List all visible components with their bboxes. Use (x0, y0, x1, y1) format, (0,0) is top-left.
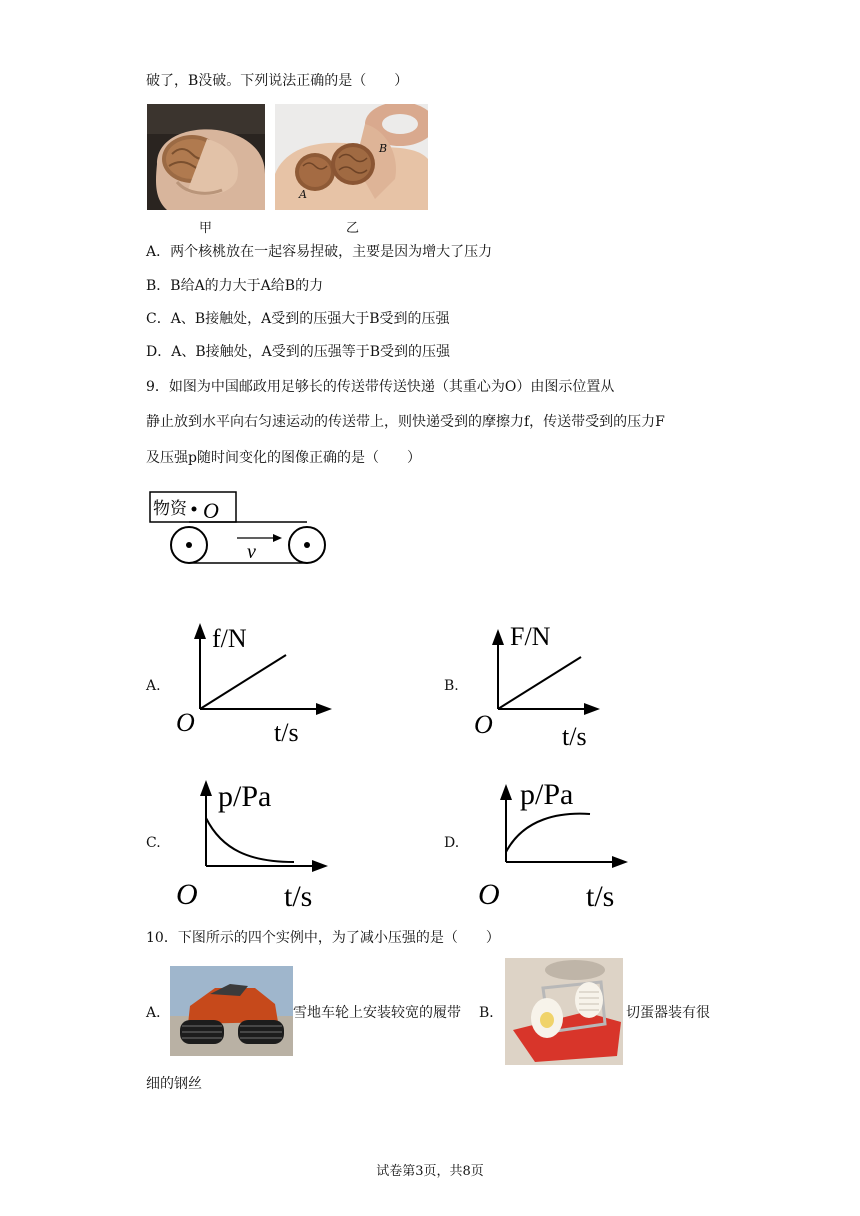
graph-c-y-arrow (200, 780, 212, 796)
graph-d-option-label: D. (444, 835, 460, 851)
snowmobile-track-photo (170, 966, 293, 1056)
q10-option-a-label: A． (146, 1005, 171, 1021)
pulley-left-axle (186, 542, 192, 548)
graph-a-ylabel: f/N (212, 624, 247, 653)
conveyor-belt-figure (145, 488, 345, 573)
q8-option-b: B．B给A的力大于A给B的力 (146, 278, 324, 294)
q10-option-b-text: 切蛋器装有很 (626, 1005, 710, 1021)
graph-d-y-arrow (500, 784, 512, 800)
graph-d-xlabel: t/s (586, 880, 615, 913)
graph-b-option-label: B. (444, 678, 459, 694)
graph-d (468, 772, 648, 917)
egg-slicer-photo (505, 958, 623, 1065)
graph-d-x-arrow (612, 856, 628, 868)
graph-d-curve (506, 814, 590, 852)
graph-d-origin: O (478, 878, 500, 911)
graph-c-origin: O (176, 878, 198, 911)
graph-c-ylabel: p/Pa (218, 780, 272, 813)
page-footer: 试卷第3页，共8页 (376, 1164, 484, 1179)
graph-c-curve (206, 818, 294, 862)
center-of-mass-label: O (203, 498, 219, 523)
graph-b-y-arrow (492, 629, 504, 645)
velocity-arrowhead (273, 534, 282, 542)
q10-option-a-text: 雪地车轮上安装较宽的履带 (293, 1005, 461, 1021)
graph-a-curve (200, 655, 286, 709)
walnut-hand-photo-yi (275, 104, 428, 210)
q8-option-a: A．两个核桃放在一起容易捏破，主要是因为增大了压力 (146, 244, 493, 260)
graph-b-xlabel: t/s (562, 722, 587, 751)
graph-b-curve (498, 657, 581, 709)
q9-stem-line-3: 及压强p随时间变化的图像正确的是（ ） (146, 450, 421, 466)
q8-option-d: D．A、B接触处，A受到的压强等于B受到的压强 (146, 344, 451, 360)
center-of-mass-dot (192, 507, 197, 512)
caption-jia: 甲 (199, 221, 213, 236)
pulley-right-axle (304, 542, 310, 548)
q8-option-c: C．A、B接触处，A受到的压强大于B受到的压强 (146, 311, 450, 327)
graph-b (468, 615, 648, 755)
graph-a (170, 615, 350, 755)
q10-stem: 10．下图所示的四个实例中，为了减小压强的是（ ） (146, 930, 500, 946)
graph-c-xlabel: t/s (284, 880, 313, 913)
caption-yi: 乙 (346, 221, 360, 236)
graph-b-origin: O (474, 710, 493, 739)
walnut-label-a: A (299, 188, 307, 201)
q10-option-b-label: B． (479, 1005, 504, 1021)
graph-d-ylabel: p/Pa (520, 778, 574, 811)
graph-a-xlabel: t/s (274, 718, 299, 747)
walnut-hand-photo-jia (147, 104, 265, 210)
graph-b-x-arrow (584, 703, 600, 715)
graph-a-x-arrow (316, 703, 332, 715)
graph-c-x-arrow (312, 860, 328, 872)
graph-b-ylabel: F/N (510, 622, 551, 651)
q10-option-b-text-cont: 细的钢丝 (146, 1076, 202, 1092)
graph-a-option-label: A. (146, 678, 161, 694)
q9-stem-line-2: 静止放到水平向右匀速运动的传送带上，则快递受到的摩擦力f，传送带受到的压力F (146, 414, 665, 430)
walnut-label-b: B (379, 142, 388, 155)
q9-stem-line-1: 9．如图为中国邮政用足够长的传送带传送快递（其重心为O）由图示位置从 (146, 379, 615, 395)
graph-a-origin: O (176, 708, 195, 737)
graph-a-y-arrow (194, 623, 206, 639)
velocity-label: v (247, 541, 256, 563)
graph-c-option-label: C. (146, 835, 161, 851)
graph-c (170, 772, 350, 917)
q8-stem-tail: 破了，B没破。下列说法正确的是（ ） (146, 73, 409, 89)
package-label: 物资 (153, 499, 187, 518)
